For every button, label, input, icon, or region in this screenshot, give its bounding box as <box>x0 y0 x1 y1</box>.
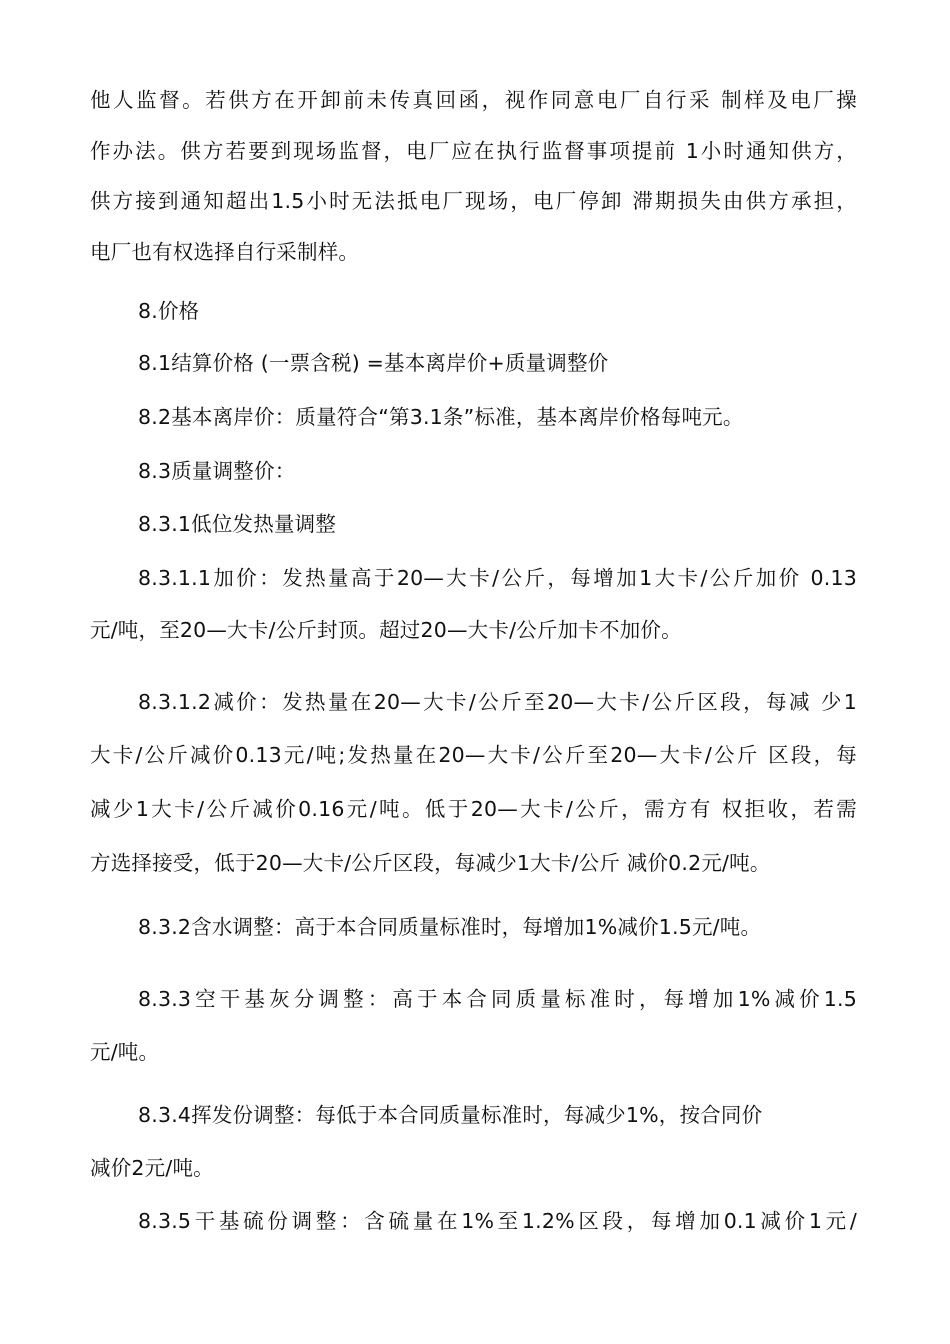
clause-8-3-1-1-line: 8.3.1.1加价：发热量高于20—大卡/公斤，每增加1大卡/公斤加价 0.13 <box>138 566 857 590</box>
clause-8-3-1: 8.3.1低位发热量调整 <box>138 512 337 536</box>
paragraph-line: 作办法。供方若要到现场监督，电厂应在执行监督事项提前 1小时通知供方， <box>90 139 857 163</box>
section-heading-price: 8.价格 <box>138 299 200 323</box>
clause-8-3-2: 8.3.2含水调整：高于本合同质量标准时，每增加1%减价1.5元/吨。 <box>138 915 762 939</box>
clause-8-1: 8.1结算价格 (一票含税) =基本离岸价+质量调整价 <box>138 351 609 375</box>
clause-8-3-3-line: 元/吨。 <box>90 1040 160 1064</box>
clause-8-3-3-line: 8.3.3空干基灰分调整：高于本合同质量标准时，每增加1%减价1.5 <box>138 987 857 1011</box>
clause-8-3-1-2-line: 方选择接受，低于20—大卡/公斤区段，每减少1大卡/公斤 减价0.2元/吨。 <box>90 851 771 875</box>
clause-8-3-1-2-line: 大卡/公斤减价0.13元/吨;发热量在20—大卡/公斤至20—大卡/公斤 区段，每 <box>90 743 857 767</box>
paragraph-line: 电厂也有权选择自行采制样。 <box>90 240 360 264</box>
paragraph-line: 他人监督。若供方在开卸前未传真回函，视作同意电厂自行采 制样及电厂操 <box>90 88 857 112</box>
clause-8-3-4-line: 8.3.4挥发份调整：每低于本合同质量标准时，每减少1%，按合同价 <box>138 1103 763 1127</box>
paragraph-line: 供方接到通知超出1.5小时无法抵电厂现场，电厂停卸 滞期损失由供方承担， <box>90 189 857 213</box>
clause-8-3-4-line: 减价2元/吨。 <box>90 1156 214 1180</box>
clause-8-3-1-2-line: 减少1大卡/公斤减价0.16元/吨。低于20—大卡/公斤，需方有 权拒收，若需 <box>90 797 857 821</box>
clause-8-3-5-line: 8.3.5干基硫份调整：含硫量在1%至1.2%区段，每增加0.1减价1元/ <box>138 1209 857 1233</box>
clause-8-3: 8.3质量调整价： <box>138 459 296 483</box>
clause-8-2: 8.2基本离岸价：质量符合“第3.1条”标准，基本离岸价格每吨元。 <box>138 405 744 429</box>
clause-8-3-1-1-line: 元/吨，至20—大卡/公斤封顶。超过20—大卡/公斤加卡不加价。 <box>90 618 682 642</box>
clause-8-3-1-2-line: 8.3.1.2减价：发热量在20—大卡/公斤至20—大卡/公斤区段，每减 少1 <box>138 690 857 714</box>
